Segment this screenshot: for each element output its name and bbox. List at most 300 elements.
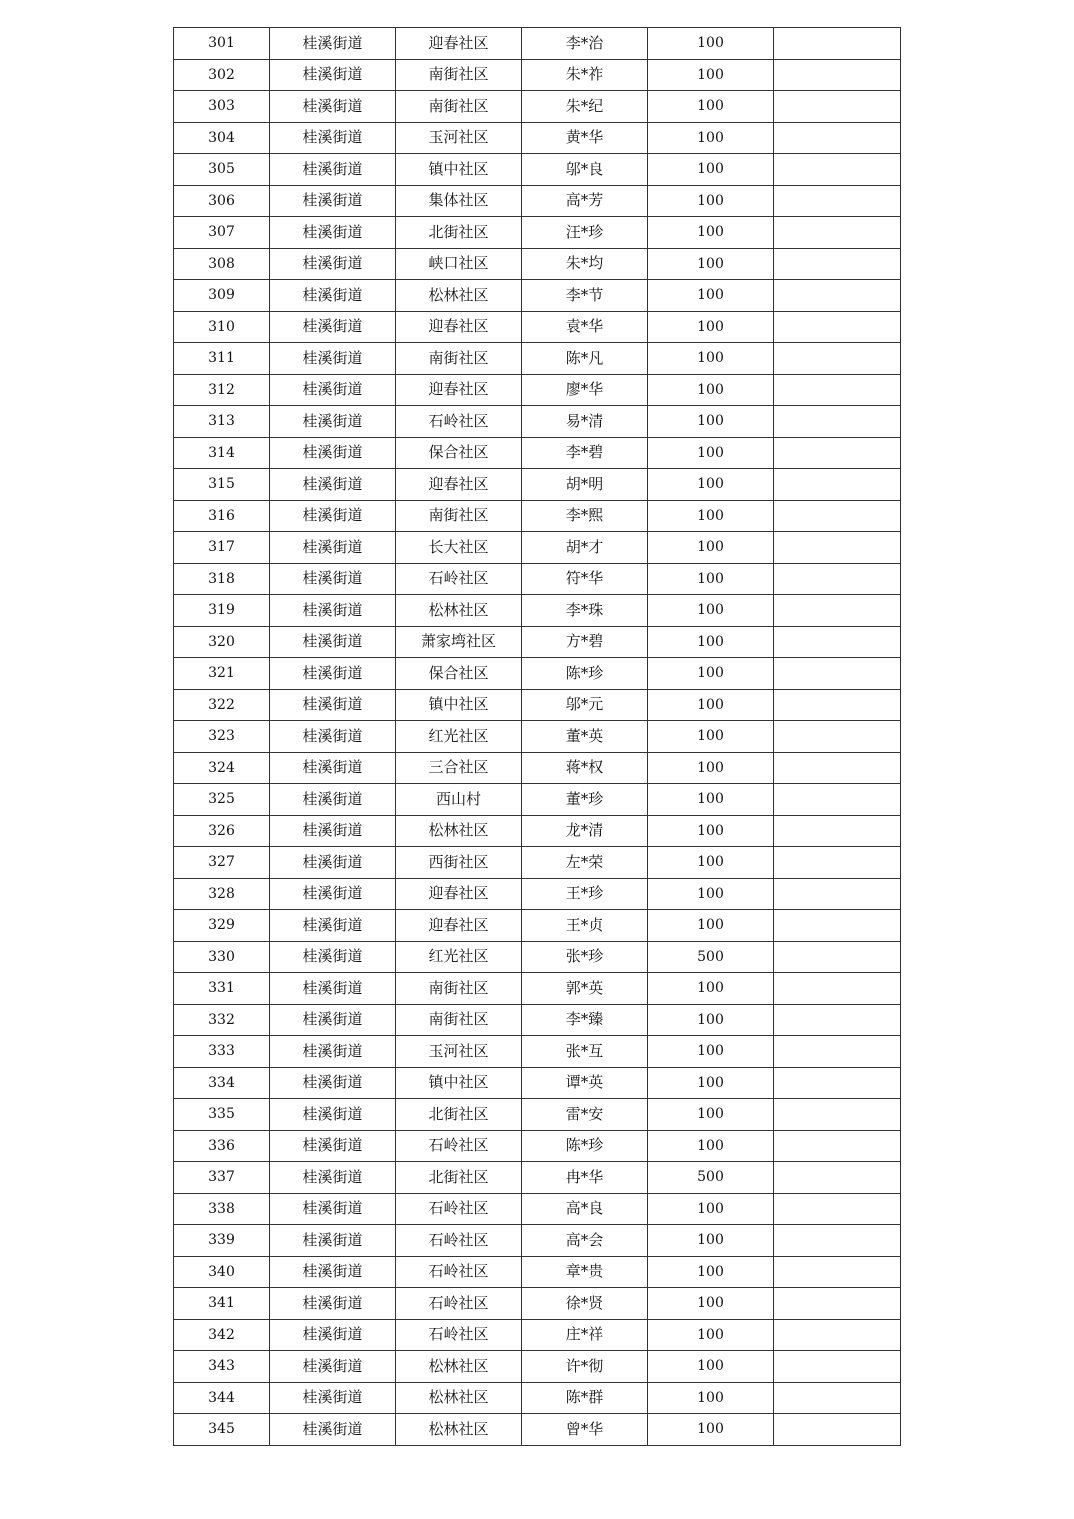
- amount-cell: 100: [648, 1130, 774, 1162]
- street-cell: 桂溪街道: [270, 280, 396, 312]
- amount-cell: 100: [648, 1382, 774, 1414]
- row-number-cell: 342: [174, 1319, 270, 1351]
- community-cell: 长大社区: [396, 532, 522, 564]
- table-row: [174, 1036, 901, 1068]
- amount-cell: 100: [648, 1288, 774, 1320]
- street-cell: 桂溪街道: [270, 122, 396, 154]
- row-number-cell: 340: [174, 1256, 270, 1288]
- community-cell: 南街社区: [396, 973, 522, 1005]
- row-number-cell: 312: [174, 374, 270, 406]
- name-cell: 李*珠: [522, 595, 648, 627]
- table-row: [174, 1351, 901, 1383]
- table-row: [174, 973, 901, 1005]
- table-row: [174, 28, 901, 60]
- amount-cell: 100: [648, 752, 774, 784]
- street-cell: 桂溪街道: [270, 595, 396, 627]
- table-row: [174, 248, 901, 280]
- table-row: [174, 658, 901, 690]
- name-cell: 袁*华: [522, 311, 648, 343]
- name-cell: 李*治: [522, 28, 648, 60]
- community-cell: 石岭社区: [396, 1225, 522, 1257]
- name-cell: 张*互: [522, 1036, 648, 1068]
- street-cell: 桂溪街道: [270, 532, 396, 564]
- name-cell: 邬*良: [522, 154, 648, 186]
- name-cell: 章*贵: [522, 1256, 648, 1288]
- name-cell: 董*英: [522, 721, 648, 753]
- note-cell: [774, 752, 901, 784]
- community-cell: 迎春社区: [396, 910, 522, 942]
- street-cell: 桂溪街道: [270, 1256, 396, 1288]
- name-cell: 廖*华: [522, 374, 648, 406]
- amount-cell: 100: [648, 374, 774, 406]
- row-number-cell: 315: [174, 469, 270, 501]
- street-cell: 桂溪街道: [270, 1036, 396, 1068]
- row-number-cell: 331: [174, 973, 270, 1005]
- row-number-cell: 303: [174, 91, 270, 123]
- note-cell: [774, 248, 901, 280]
- street-cell: 桂溪街道: [270, 721, 396, 753]
- table-row: [174, 815, 901, 847]
- note-cell: [774, 91, 901, 123]
- name-cell: 黄*华: [522, 122, 648, 154]
- amount-cell: 100: [648, 532, 774, 564]
- community-cell: 镇中社区: [396, 1067, 522, 1099]
- row-number-cell: 304: [174, 122, 270, 154]
- community-cell: 保合社区: [396, 437, 522, 469]
- amount-cell: 100: [648, 469, 774, 501]
- street-cell: 桂溪街道: [270, 374, 396, 406]
- table-row: [174, 280, 901, 312]
- row-number-cell: 332: [174, 1004, 270, 1036]
- community-cell: 石岭社区: [396, 1288, 522, 1320]
- row-number-cell: 329: [174, 910, 270, 942]
- street-cell: 桂溪街道: [270, 563, 396, 595]
- table-row: [174, 91, 901, 123]
- community-cell: 北街社区: [396, 1099, 522, 1131]
- note-cell: [774, 500, 901, 532]
- note-cell: [774, 280, 901, 312]
- name-cell: 易*清: [522, 406, 648, 438]
- name-cell: 高*会: [522, 1225, 648, 1257]
- street-cell: 桂溪街道: [270, 1319, 396, 1351]
- row-number-cell: 337: [174, 1162, 270, 1194]
- street-cell: 桂溪街道: [270, 689, 396, 721]
- community-cell: 南街社区: [396, 91, 522, 123]
- note-cell: [774, 658, 901, 690]
- amount-cell: 100: [648, 91, 774, 123]
- street-cell: 桂溪街道: [270, 1193, 396, 1225]
- community-cell: 萧家塆社区: [396, 626, 522, 658]
- street-cell: 桂溪街道: [270, 500, 396, 532]
- table-row: [174, 595, 901, 627]
- street-cell: 桂溪街道: [270, 28, 396, 60]
- street-cell: 桂溪街道: [270, 941, 396, 973]
- community-cell: 南街社区: [396, 1004, 522, 1036]
- row-number-cell: 325: [174, 784, 270, 816]
- community-cell: 镇中社区: [396, 154, 522, 186]
- row-number-cell: 311: [174, 343, 270, 375]
- row-number-cell: 309: [174, 280, 270, 312]
- note-cell: [774, 343, 901, 375]
- note-cell: [774, 784, 901, 816]
- row-number-cell: 339: [174, 1225, 270, 1257]
- community-cell: 迎春社区: [396, 311, 522, 343]
- street-cell: 桂溪街道: [270, 91, 396, 123]
- street-cell: 桂溪街道: [270, 343, 396, 375]
- name-cell: 朱*祚: [522, 59, 648, 91]
- community-cell: 迎春社区: [396, 28, 522, 60]
- amount-cell: 100: [648, 1099, 774, 1131]
- community-cell: 石岭社区: [396, 1130, 522, 1162]
- street-cell: 桂溪街道: [270, 1225, 396, 1257]
- community-cell: 红光社区: [396, 941, 522, 973]
- note-cell: [774, 595, 901, 627]
- name-cell: 方*碧: [522, 626, 648, 658]
- community-cell: 红光社区: [396, 721, 522, 753]
- table-row: [174, 1162, 901, 1194]
- row-number-cell: 307: [174, 217, 270, 249]
- row-number-cell: 334: [174, 1067, 270, 1099]
- community-cell: 西山村: [396, 784, 522, 816]
- name-cell: 李*碧: [522, 437, 648, 469]
- street-cell: 桂溪街道: [270, 59, 396, 91]
- street-cell: 桂溪街道: [270, 1414, 396, 1446]
- amount-cell: 100: [648, 122, 774, 154]
- table-row: [174, 1067, 901, 1099]
- community-cell: 松林社区: [396, 280, 522, 312]
- note-cell: [774, 185, 901, 217]
- note-cell: [774, 626, 901, 658]
- name-cell: 王*贞: [522, 910, 648, 942]
- amount-cell: 100: [648, 1319, 774, 1351]
- note-cell: [774, 910, 901, 942]
- table-row: [174, 154, 901, 186]
- street-cell: 桂溪街道: [270, 752, 396, 784]
- table-row: [174, 1193, 901, 1225]
- community-cell: 石岭社区: [396, 1256, 522, 1288]
- amount-cell: 500: [648, 1162, 774, 1194]
- community-cell: 集体社区: [396, 185, 522, 217]
- community-cell: 松林社区: [396, 595, 522, 627]
- community-cell: 松林社区: [396, 1414, 522, 1446]
- note-cell: [774, 59, 901, 91]
- note-cell: [774, 437, 901, 469]
- name-cell: 董*珍: [522, 784, 648, 816]
- table-row: [174, 1256, 901, 1288]
- street-cell: 桂溪街道: [270, 784, 396, 816]
- name-cell: 胡*才: [522, 532, 648, 564]
- table-row: [174, 1004, 901, 1036]
- street-cell: 桂溪街道: [270, 626, 396, 658]
- note-cell: [774, 1036, 901, 1068]
- table-row: [174, 311, 901, 343]
- row-number-cell: 323: [174, 721, 270, 753]
- name-cell: 陈*凡: [522, 343, 648, 375]
- name-cell: 胡*明: [522, 469, 648, 501]
- note-cell: [774, 1004, 901, 1036]
- community-cell: 石岭社区: [396, 1319, 522, 1351]
- row-number-cell: 326: [174, 815, 270, 847]
- note-cell: [774, 406, 901, 438]
- note-cell: [774, 1162, 901, 1194]
- amount-cell: 100: [648, 311, 774, 343]
- amount-cell: 100: [648, 1414, 774, 1446]
- amount-cell: 100: [648, 784, 774, 816]
- table-row: [174, 185, 901, 217]
- amount-cell: 100: [648, 563, 774, 595]
- name-cell: 庄*祥: [522, 1319, 648, 1351]
- community-cell: 迎春社区: [396, 878, 522, 910]
- table-row: [174, 721, 901, 753]
- amount-cell: 100: [648, 878, 774, 910]
- table-row: [174, 752, 901, 784]
- table-row: [174, 1130, 901, 1162]
- name-cell: 汪*珍: [522, 217, 648, 249]
- note-cell: [774, 1193, 901, 1225]
- street-cell: 桂溪街道: [270, 1382, 396, 1414]
- amount-cell: 100: [648, 1256, 774, 1288]
- amount-cell: 100: [648, 217, 774, 249]
- row-number-cell: 335: [174, 1099, 270, 1131]
- table-row: [174, 1225, 901, 1257]
- note-cell: [774, 122, 901, 154]
- amount-cell: 100: [648, 280, 774, 312]
- note-cell: [774, 1130, 901, 1162]
- name-cell: 郭*英: [522, 973, 648, 1005]
- note-cell: [774, 1414, 901, 1446]
- note-cell: [774, 1099, 901, 1131]
- row-number-cell: 301: [174, 28, 270, 60]
- row-number-cell: 316: [174, 500, 270, 532]
- community-cell: 迎春社区: [396, 374, 522, 406]
- note-cell: [774, 1256, 901, 1288]
- row-number-cell: 305: [174, 154, 270, 186]
- row-number-cell: 330: [174, 941, 270, 973]
- table-row: [174, 910, 901, 942]
- note-cell: [774, 28, 901, 60]
- name-cell: 张*珍: [522, 941, 648, 973]
- amount-cell: 100: [648, 59, 774, 91]
- row-number-cell: 336: [174, 1130, 270, 1162]
- note-cell: [774, 1319, 901, 1351]
- street-cell: 桂溪街道: [270, 437, 396, 469]
- name-cell: 许*彻: [522, 1351, 648, 1383]
- community-cell: 石岭社区: [396, 406, 522, 438]
- amount-cell: 100: [648, 1067, 774, 1099]
- table-row: [174, 122, 901, 154]
- table-row: [174, 59, 901, 91]
- street-cell: 桂溪街道: [270, 469, 396, 501]
- table-row: [174, 532, 901, 564]
- street-cell: 桂溪街道: [270, 973, 396, 1005]
- row-number-cell: 328: [174, 878, 270, 910]
- table-row: [174, 1414, 901, 1446]
- amount-cell: 100: [648, 500, 774, 532]
- name-cell: 冉*华: [522, 1162, 648, 1194]
- street-cell: 桂溪街道: [270, 217, 396, 249]
- row-number-cell: 310: [174, 311, 270, 343]
- note-cell: [774, 1288, 901, 1320]
- name-cell: 左*荣: [522, 847, 648, 879]
- row-number-cell: 319: [174, 595, 270, 627]
- street-cell: 桂溪街道: [270, 1288, 396, 1320]
- row-number-cell: 345: [174, 1414, 270, 1446]
- name-cell: 朱*均: [522, 248, 648, 280]
- note-cell: [774, 1225, 901, 1257]
- amount-cell: 100: [648, 847, 774, 879]
- street-cell: 桂溪街道: [270, 1162, 396, 1194]
- amount-cell: 100: [648, 910, 774, 942]
- street-cell: 桂溪街道: [270, 658, 396, 690]
- row-number-cell: 302: [174, 59, 270, 91]
- table-row: [174, 500, 901, 532]
- row-number-cell: 318: [174, 563, 270, 595]
- row-number-cell: 313: [174, 406, 270, 438]
- note-cell: [774, 721, 901, 753]
- amount-cell: 100: [648, 154, 774, 186]
- community-cell: 玉河社区: [396, 122, 522, 154]
- amount-cell: 100: [648, 595, 774, 627]
- amount-cell: 100: [648, 437, 774, 469]
- note-cell: [774, 1067, 901, 1099]
- name-cell: 王*珍: [522, 878, 648, 910]
- amount-cell: 100: [648, 185, 774, 217]
- street-cell: 桂溪街道: [270, 406, 396, 438]
- community-cell: 三合社区: [396, 752, 522, 784]
- street-cell: 桂溪街道: [270, 847, 396, 879]
- table-row: [174, 1382, 901, 1414]
- community-cell: 保合社区: [396, 658, 522, 690]
- row-number-cell: 327: [174, 847, 270, 879]
- note-cell: [774, 532, 901, 564]
- note-cell: [774, 311, 901, 343]
- amount-cell: 100: [648, 1004, 774, 1036]
- row-number-cell: 321: [174, 658, 270, 690]
- community-cell: 石岭社区: [396, 1193, 522, 1225]
- amount-cell: 100: [648, 406, 774, 438]
- row-number-cell: 320: [174, 626, 270, 658]
- roster-table-body: [174, 28, 901, 1446]
- table-row: [174, 1319, 901, 1351]
- name-cell: 陈*群: [522, 1382, 648, 1414]
- row-number-cell: 333: [174, 1036, 270, 1068]
- street-cell: 桂溪街道: [270, 1351, 396, 1383]
- name-cell: 蒋*权: [522, 752, 648, 784]
- row-number-cell: 343: [174, 1351, 270, 1383]
- table-row: [174, 406, 901, 438]
- name-cell: 李*节: [522, 280, 648, 312]
- note-cell: [774, 689, 901, 721]
- name-cell: 曾*华: [522, 1414, 648, 1446]
- note-cell: [774, 815, 901, 847]
- name-cell: 龙*清: [522, 815, 648, 847]
- amount-cell: 500: [648, 941, 774, 973]
- street-cell: 桂溪街道: [270, 1130, 396, 1162]
- note-cell: [774, 154, 901, 186]
- note-cell: [774, 469, 901, 501]
- street-cell: 桂溪街道: [270, 878, 396, 910]
- name-cell: 雷*安: [522, 1099, 648, 1131]
- street-cell: 桂溪街道: [270, 1004, 396, 1036]
- table-row: [174, 1288, 901, 1320]
- note-cell: [774, 563, 901, 595]
- community-cell: 石岭社区: [396, 563, 522, 595]
- row-number-cell: 322: [174, 689, 270, 721]
- name-cell: 谭*英: [522, 1067, 648, 1099]
- community-cell: 镇中社区: [396, 689, 522, 721]
- community-cell: 西街社区: [396, 847, 522, 879]
- community-cell: 南街社区: [396, 343, 522, 375]
- community-cell: 迎春社区: [396, 469, 522, 501]
- amount-cell: 100: [648, 626, 774, 658]
- note-cell: [774, 1382, 901, 1414]
- table-row: [174, 1099, 901, 1131]
- community-cell: 北街社区: [396, 217, 522, 249]
- note-cell: [774, 973, 901, 1005]
- row-number-cell: 308: [174, 248, 270, 280]
- amount-cell: 100: [648, 1225, 774, 1257]
- table-row: [174, 374, 901, 406]
- community-cell: 玉河社区: [396, 1036, 522, 1068]
- name-cell: 陈*珍: [522, 658, 648, 690]
- name-cell: 李*熙: [522, 500, 648, 532]
- amount-cell: 100: [648, 721, 774, 753]
- amount-cell: 100: [648, 689, 774, 721]
- street-cell: 桂溪街道: [270, 154, 396, 186]
- table-row: [174, 784, 901, 816]
- community-cell: 南街社区: [396, 500, 522, 532]
- street-cell: 桂溪街道: [270, 185, 396, 217]
- community-cell: 松林社区: [396, 1382, 522, 1414]
- table-row: [174, 941, 901, 973]
- amount-cell: 100: [648, 248, 774, 280]
- street-cell: 桂溪街道: [270, 815, 396, 847]
- street-cell: 桂溪街道: [270, 311, 396, 343]
- street-cell: 桂溪街道: [270, 1067, 396, 1099]
- table-row: [174, 563, 901, 595]
- street-cell: 桂溪街道: [270, 1099, 396, 1131]
- amount-cell: 100: [648, 973, 774, 1005]
- table-row: [174, 689, 901, 721]
- row-number-cell: 344: [174, 1382, 270, 1414]
- note-cell: [774, 217, 901, 249]
- table-row: [174, 878, 901, 910]
- name-cell: 邬*元: [522, 689, 648, 721]
- amount-cell: 100: [648, 1193, 774, 1225]
- note-cell: [774, 1351, 901, 1383]
- table-row: [174, 343, 901, 375]
- name-cell: 高*良: [522, 1193, 648, 1225]
- amount-cell: 100: [648, 28, 774, 60]
- name-cell: 朱*纪: [522, 91, 648, 123]
- community-cell: 北街社区: [396, 1162, 522, 1194]
- amount-cell: 100: [648, 1036, 774, 1068]
- note-cell: [774, 941, 901, 973]
- note-cell: [774, 878, 901, 910]
- row-number-cell: 314: [174, 437, 270, 469]
- name-cell: 符*华: [522, 563, 648, 595]
- amount-cell: 100: [648, 815, 774, 847]
- table-row: [174, 626, 901, 658]
- community-cell: 峡口社区: [396, 248, 522, 280]
- amount-cell: 100: [648, 658, 774, 690]
- street-cell: 桂溪街道: [270, 248, 396, 280]
- table-row: [174, 847, 901, 879]
- name-cell: 陈*珍: [522, 1130, 648, 1162]
- amount-cell: 100: [648, 1351, 774, 1383]
- table-row: [174, 469, 901, 501]
- community-cell: 松林社区: [396, 815, 522, 847]
